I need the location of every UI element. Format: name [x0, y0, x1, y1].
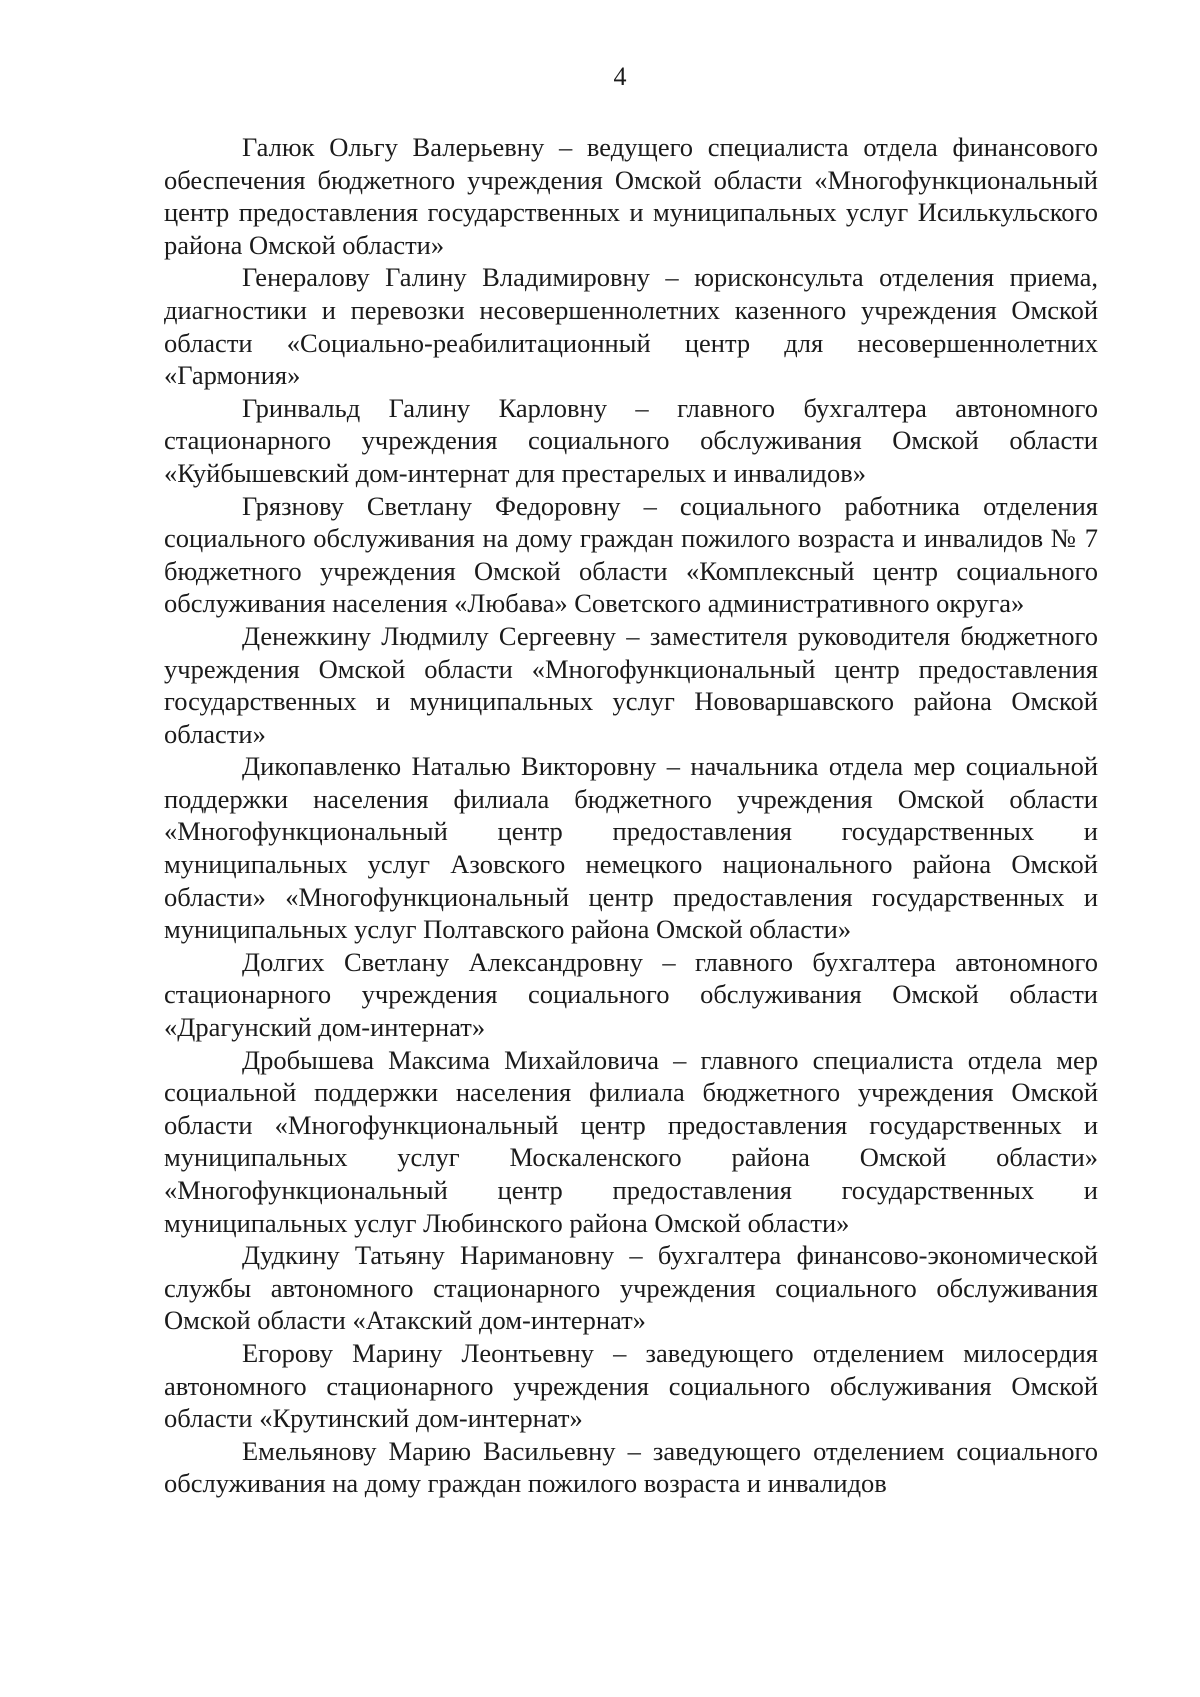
paragraph-dikopavlenko: Дикопавленко Наталью Викторовну – начальника отдела мер социальной поддержки населения филиала бюджетного учреждения Омской области «Многофункциональный центр предоставления государственных и муниципальных услуг Азовского немецкого национального района Омской области» «Многофункциональный центр предоставления государственных и муниципальных услуг Полтавского района Омской области»: [164, 751, 1098, 945]
page-number: 4: [613, 62, 627, 91]
paragraph-galyuk: Галюк Ольгу Валерьевну – ведущего специалиста отдела финансового обеспечения бюджетного учреждения Омской области «Многофункциональный центр предоставления государственных и муниципальных услуг Исилькульского района Омской области»: [164, 132, 1098, 260]
paragraph-dudkina: Дудкину Татьяну Наримановну – бухгалтера финансово-экономической службы автономного стационарного учреждения социального обслуживания Омской области «Атакский дом-интернат»: [164, 1240, 1098, 1336]
paragraph-egorova: Егорову Марину Леонтьевну – заведующего отделением милосердия автономного стационарного учреждения социального обслуживания Омской области «Крутинский дом-интернат»: [164, 1337, 1098, 1434]
document-body: [164, 131, 1098, 1500]
paragraph-grinvald: Гринвальд Галину Карловну – главного бухгалтера автономного стационарного учреждения социального обслуживания Омской области «Куйбышевский дом-интернат для престарелых и инвалидов»: [164, 392, 1098, 488]
paragraph-dolgikh: Долгих Светлану Александровну – главного бухгалтера автономного стационарного учреждения социального обслуживания Омской области «Драгунский дом-интернат»: [164, 946, 1098, 1043]
paragraph-drobyshev: Дробышева Максима Михайловича – главного специалиста отдела мер социальной поддержки населения филиала бюджетного учреждения Омской области «Многофункциональный центр предоставления государственных и муниципальных услуг Москаленского района Омской области» «Многофункциональный центр предоставления государственных и муниципальных услуг Любинского района Омской области»: [164, 1044, 1098, 1238]
paragraph-emelyanova: Емельянову Марию Васильевну – заведующего отделением социального обслуживания на дому граждан пожилого возраста и инвалидов: [164, 1435, 1098, 1499]
paragraph-generalova: Генералову Галину Владимировну – юрисконсульта отделения приема, диагностики и перевозки несовершеннолетних казенного учреждения Омской области «Социально-реабилитационный центр для несовершеннолетних «Гармония»: [164, 262, 1098, 391]
paragraph-gryaznova: Грязнову Светлану Федоровну – социального работника отделения социального обслуживания на дому граждан пожилого возраста и инвалидов № 7 бюджетного учреждения Омской области «Комплексный центр социального обслуживания населения «Любава» Советского административного округа»: [164, 490, 1098, 619]
paragraph-denezhkina: Денежкину Людмилу Сергеевну – заместителя руководителя бюджетного учреждения Омской области «Многофункциональный центр предоставления государственных и муниципальных услуг Нововаршавского района Омской области»: [164, 620, 1098, 749]
